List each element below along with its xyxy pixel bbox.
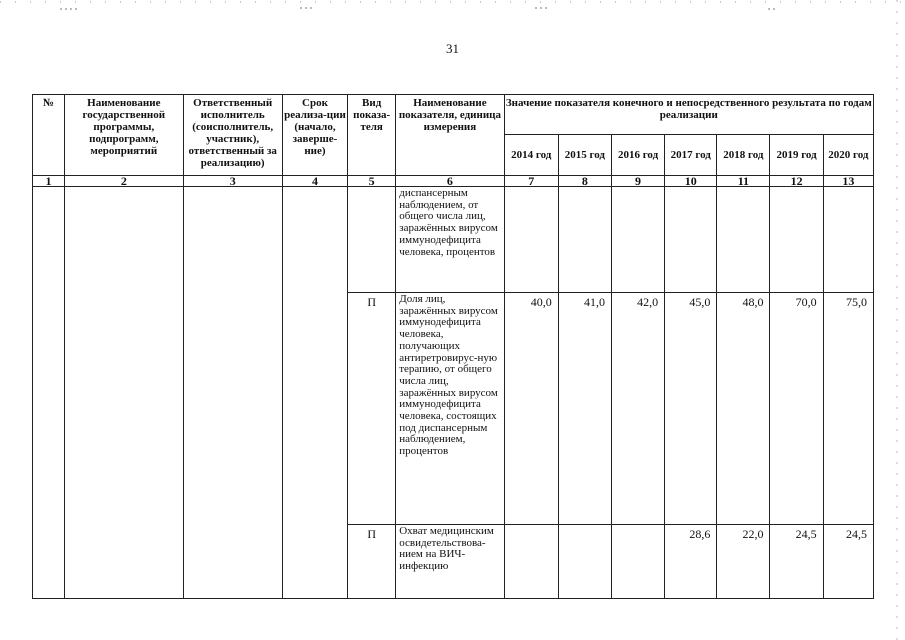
- cell-value: [717, 187, 770, 293]
- cell-value: 24,5: [770, 525, 823, 599]
- table-row: [33, 187, 874, 293]
- cell-value: [611, 187, 664, 293]
- cell-value: [504, 525, 558, 599]
- cell-kind: П: [348, 525, 396, 599]
- header-num: №: [33, 95, 65, 176]
- header-year: 2014 год: [504, 135, 558, 176]
- cell-value: 22,0: [717, 525, 770, 599]
- column-number: 8: [558, 176, 611, 187]
- header-year: 2017 год: [665, 135, 717, 176]
- cell-value: [611, 525, 664, 599]
- header-year: 2019 год: [770, 135, 823, 176]
- header-year: 2018 год: [717, 135, 770, 176]
- cell-indicator: Доля лиц, заражённых вирусом иммунодефицита человека, получающих антиретровирус-ную терапию, от общего числа лиц, заражённых вирусом иммунодефицита человека, состоящих под диспансерным наблюдением, процентов: [396, 293, 504, 525]
- header-indicator: Наименование показателя, единица измерения: [396, 95, 504, 176]
- cell-value: 70,0: [770, 293, 823, 525]
- column-number: 6: [396, 176, 504, 187]
- cell-num-empty: [33, 187, 65, 599]
- column-number: 1: [33, 176, 65, 187]
- column-number: 4: [282, 176, 347, 187]
- cell-program-empty: [65, 187, 183, 599]
- cell-value: [823, 187, 873, 293]
- cell-value: [558, 187, 611, 293]
- header-year: 2016 год: [611, 135, 664, 176]
- header-program: Наименование государственной программы, подпрограмм, мероприятий: [65, 95, 183, 176]
- cell-kind: П: [348, 293, 396, 525]
- cell-value: 45,0: [665, 293, 717, 525]
- column-number: 5: [348, 176, 396, 187]
- column-number: 13: [823, 176, 873, 187]
- column-number: 12: [770, 176, 823, 187]
- header-year: 2015 год: [558, 135, 611, 176]
- cell-value: 48,0: [717, 293, 770, 525]
- cell-value: [665, 187, 717, 293]
- header-term: Срок реализа-ции (начало, заверше-ние): [282, 95, 347, 176]
- column-number: 9: [611, 176, 664, 187]
- cell-value: [504, 187, 558, 293]
- column-number: 3: [183, 176, 282, 187]
- header-year: 2020 год: [823, 135, 873, 176]
- header-kind: Вид показа-теля: [348, 95, 396, 176]
- column-number: 11: [717, 176, 770, 187]
- cell-value: 75,0: [823, 293, 873, 525]
- cell-value: [558, 525, 611, 599]
- cell-indicator: диспансерным наблюдением, от общего числа лиц, заражённых вирусом иммунодефицита человека, процентов: [396, 187, 504, 293]
- cell-value: 40,0: [504, 293, 558, 525]
- header-values-group: Значение показателя конечного и непосредственного результата по годам реализации: [504, 95, 873, 135]
- cell-indicator: Охват медицинским освидетельствова-нием на ВИЧ-инфекцию: [396, 525, 504, 599]
- page-number: 31: [446, 41, 459, 56]
- cell-executor-empty: [183, 187, 282, 599]
- column-number: 10: [665, 176, 717, 187]
- cell-value: 41,0: [558, 293, 611, 525]
- cell-value: 42,0: [611, 293, 664, 525]
- column-number: 2: [65, 176, 183, 187]
- cell-kind: [348, 187, 396, 293]
- cell-value: 24,5: [823, 525, 873, 599]
- cell-value: [770, 187, 823, 293]
- header-executor: Ответственный исполнитель (соисполнитель, участник), ответственный за реализацию): [183, 95, 282, 176]
- column-number: 7: [504, 176, 558, 187]
- indicators-table: [32, 94, 874, 599]
- cell-value: 28,6: [665, 525, 717, 599]
- cell-term-empty: [282, 187, 347, 599]
